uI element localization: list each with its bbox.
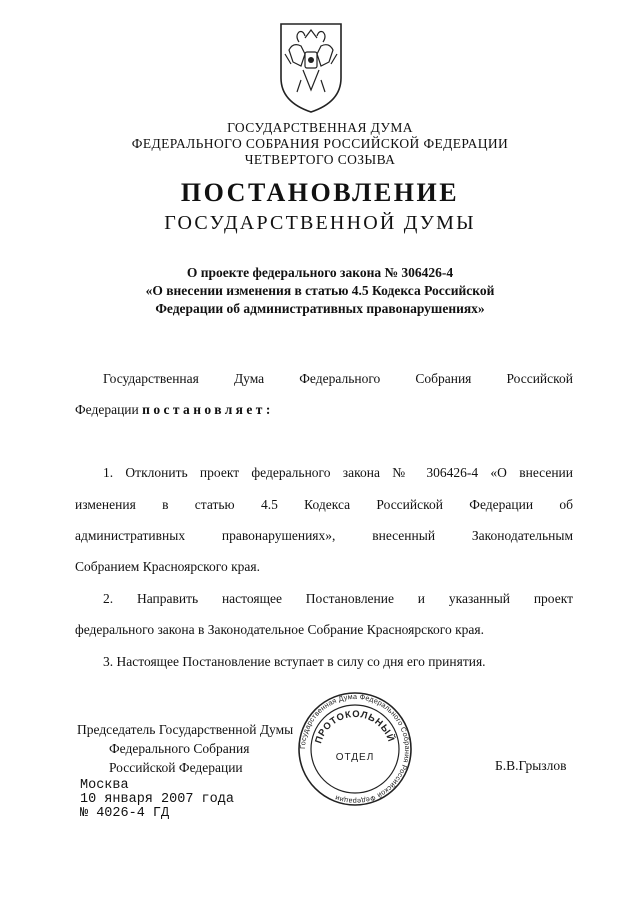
- footer-number: № 4026-4 ГД: [80, 806, 170, 821]
- stamp-center-text: ОТДЕЛ: [335, 752, 375, 763]
- subject-line-1: О проекте федерального закона № 306426-4: [186, 265, 454, 280]
- item-1-line-1: 1. Отклонить проект федерального закона № 306426-4 «О внесении: [103, 465, 573, 480]
- document-subject: [80, 264, 560, 318]
- subject-line-2: «О внесении изменения в статью 4.5 Кодекса Российской: [145, 283, 495, 298]
- stamp-top-text: ПРОТОКОЛЬНЫЙ: [313, 708, 397, 746]
- document-footer: [80, 779, 234, 821]
- item-1-line-4: Собранием Красноярского края.: [75, 559, 260, 574]
- signer-line-2: Федерального Собрания: [109, 741, 250, 756]
- preamble-line-1: Государственная Дума Федерального Собрания Российской: [103, 371, 573, 386]
- state-emblem-icon: [275, 20, 347, 116]
- document-subtitle: ГОСУДАРСТВЕННОЙ ДУМЫ: [164, 212, 476, 234]
- header-line-convocation: ЧЕТВЕРТОГО СОЗЫВА: [244, 152, 396, 167]
- subject-line-3: Федерации об административных правонарушениях»: [155, 301, 485, 316]
- item-1-line-3: административных правонарушениях», внесенный Законодательным: [75, 528, 573, 543]
- item-2-line-1: 2. Направить настоящее Постановление и указанный проект: [103, 591, 573, 606]
- signer-line-1: Председатель Государственной Думы: [77, 722, 294, 737]
- stamp-ring-text: Государственная Дума Федерального Собрания Российской Федерации: [297, 691, 413, 807]
- header-line-duma: ГОСУДАРСТВЕННАЯ ДУМА: [227, 120, 413, 135]
- footer-city: Москва: [80, 778, 129, 793]
- item-1-line-2: изменения в статью 4.5 Кодекса Российской Федерации об: [75, 497, 573, 512]
- protocol-department-stamp: [296, 690, 414, 808]
- footer-date: 10 января 2007 года: [80, 792, 234, 807]
- preamble-line-2: [75, 402, 573, 418]
- document-title: ПОСТАНОВЛЕНИЕ: [180, 178, 460, 207]
- item-2-line-2: федерального закона в Законодательное Собрание Красноярского края.: [75, 622, 484, 637]
- preamble-prefix: Федерации: [75, 402, 139, 417]
- item-3-line-1: 3. Настоящее Постановление вступает в силу со дня его принятия.: [103, 654, 486, 669]
- signer-title: [77, 720, 293, 777]
- signer-line-3: Российской Федерации: [109, 760, 243, 775]
- signer-name: Б.В.Грызлов: [495, 758, 567, 773]
- preamble-resolves: постановляет:: [142, 402, 274, 417]
- header-line-assembly: ФЕДЕРАЛЬНОГО СОБРАНИЯ РОССИЙСКОЙ ФЕДЕРАЦИИ: [131, 136, 509, 151]
